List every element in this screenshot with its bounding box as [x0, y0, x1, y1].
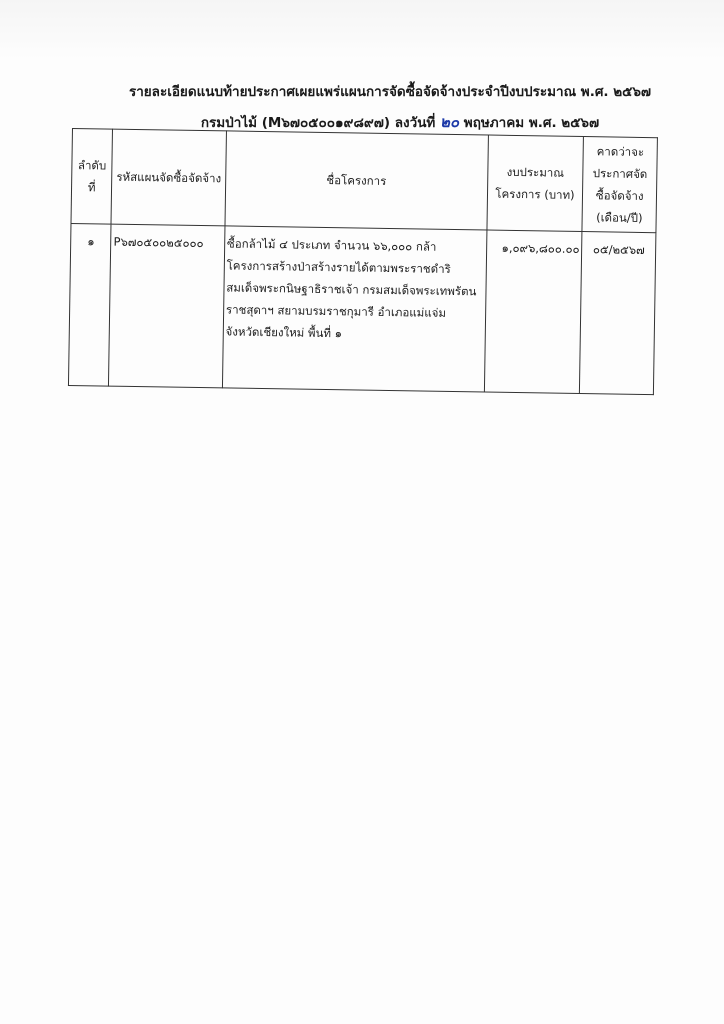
header-no: ลำดับที่ [71, 129, 113, 225]
header-project-name: ชื่อโครงการ [225, 131, 488, 230]
document-title: รายละเอียดแนบท้ายประกาศเผยแพร่แผนการจัดซื้อจัดจ้างประจำปีงบประมาณ พ.ศ. ๒๕๖๗ [128, 84, 652, 100]
cell-no: ๑ [68, 223, 111, 386]
scan-shading [0, 0, 724, 60]
cell-budget: ๑,๐๙๖,๘๐๐.๐๐ [484, 230, 582, 393]
cell-project-name: ซื้อกล้าไม้ ๔ ประเภท จำนวน ๖๖,๐๐๐ กล้า โครงการสร้างป่าสร้างรายได้ตามพระราชดำริ สมเด็จพระกนิษฐาธิราชเจ้า กรมสมเด็จพระเทพรัตนราชสุดาฯ สยามบรมราชกุมารี อำเภอแม่แจ่ม จังหวัดเชียงใหม่ พื้นที่ ๑ [222, 226, 486, 392]
subtitle-suffix: พฤษภาคม พ.ศ. ๒๕๖๗ [463, 115, 600, 131]
header-plan-code: รหัสแผนจัดซื้อจัดจ้าง [111, 129, 226, 226]
table-header-row [71, 129, 657, 233]
header-budget: งบประมาณโครงการ (บาท) [486, 135, 583, 231]
subtitle-prefix: กรมป่าไม้ (M๖๗๐๕๐๐๑๙๘๙๗) ลงวันที่ [200, 115, 436, 131]
procurement-plan-table [68, 128, 658, 395]
cell-announce-period: ๐๕/๒๕๖๗ [580, 232, 656, 395]
table-row [68, 223, 655, 394]
handwritten-day: ๒๐ [440, 113, 460, 131]
cell-plan-code: P๖๗๐๕๐๐๒๕๐๐๐ [109, 224, 225, 388]
header-announce-period: คาดว่าจะประกาศจัดซื้อจัดจ้าง (เดือน/ปี) [582, 137, 657, 233]
